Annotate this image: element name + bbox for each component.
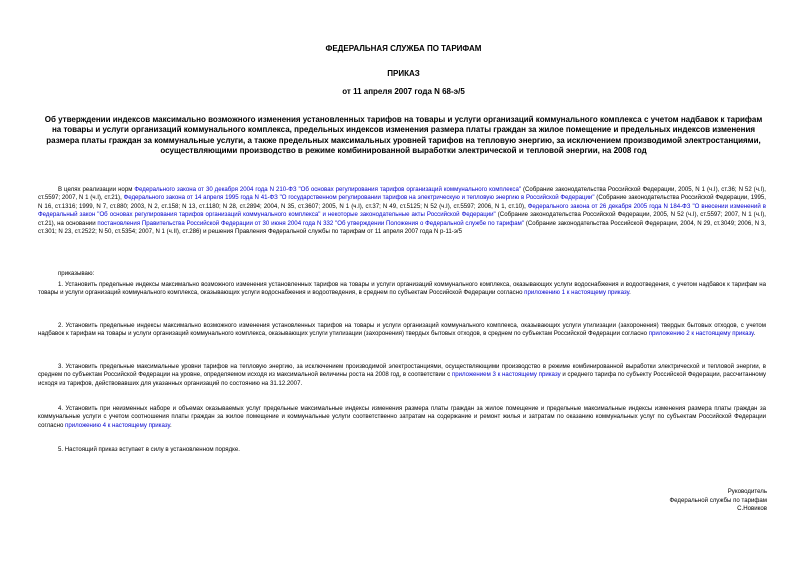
appendix-4-link[interactable]: приложению 4 к настоящему приказу [65,421,170,429]
document-date-number: от 11 апреля 2007 года N 68-э/5 [342,87,465,96]
appendix-2-link[interactable]: приложению 2 к настоящему приказу [648,330,754,338]
item-text: 1. Установить предельные индексы максимально возможного изменения установленных тарифов на товары и услуги организаций коммунального комплекса, оказывающих услуги водоснабжения и водоотведения, с учетом надбавок к тарифам на товары и услуги организаций коммунального комплекса, оказывающих услуги водоснабжения и водоотведения, в среднем по субъектам Российской Федерации согласно [38,281,766,297]
order-item-5 [38,446,766,454]
document-type: ПРИКАЗ [387,69,420,78]
order-item-3 [38,363,766,388]
item-text-end: и среднего тарифа по субъекту Российской Федерации, рассчитанному исходя из тарифов, действовавших для указанных организаций по состоянию на 31.12.2007. [38,371,767,387]
preamble-text-3: (Собрание законодательства Российской Федерации, 1995, N 16, ст.1316; 1999, N 7, ст.880; 2003, N 2, ст.158; N 13, ст.1180; N 28, ст.2894; 2004, N 35, ст.3607; 2005, N 1 (ч.I), ст.37; N 49, ст.5125; N 52 (ч.I), ст.5597; 2006, N 1, ст.10), [38,194,766,210]
item-text-end: . [169,421,172,429]
preamble-paragraph [38,186,766,236]
law-184-fz-link[interactable]: Федерального закона от 26 декабря 2005 года N 184-ФЗ "О внесении изменений в Федеральный закон "Об основах регулирования тарифов организаций коммунального комплекса" и некоторые законодательные акты Российской Федерации" [38,202,766,219]
document-title: Об утверждении индексов максимально возможного изменения установленных тарифов на товары и услуги организаций коммунального комплекса с учетом надбавок к тарифам на товары и услуги организаций коммунального комплекса, предельных индексов изменения размера платы граждан за жилое помещение и предельных индексов изменения размера платы граждан за коммунальные услуги, а также предельных максимальных уровней тарифов на тепловую энергию, за исключением производимой электростанциями, осуществляющими производство в режиме комбинированной выработки электрической и тепловой энергии, на 2008 год [44,115,763,156]
signature-name: С.Новиков [737,505,767,513]
preamble-text-1: В целях реализации норм [58,186,135,193]
signature-organization: Федеральной службы по тарифам [669,496,767,504]
preamble-text-2: (Собрание законодательства Российской Федерации, 2005, N 1 (ч.I), ст.36; N 52 (ч.I), ст.5597; 2007, N 1 (ч.I), ст.21), [38,186,766,202]
order-item-1 [38,281,766,298]
appendix-3-link[interactable]: приложением 3 к настоящему приказу [451,371,561,379]
item-text: 5. Настоящий приказ вступает в силу в установленном порядке. [58,446,240,453]
preamble-text-4: (Собрание законодательства Российской Федерации, 2005, N 52 (ч.I), ст.5597; 2007, N 1 (ч.I), ст.21), на основании [38,211,766,227]
preamble-text-5: (Собрание законодательства Российской Федерации, 2004, N 29, ст.3049; 2006, N 3, ст.301; N 23, ст.2522; N 50, ст.5354; 2007, N 1 (ч.II), ст.286) и решения Правления Федеральной службы по тарифам от 11 апреля 2007 года N р-11-э/5 [38,219,766,236]
item-text: 3. Установить предельные максимальные уровни тарифов на тепловую энергию, за исключением производимой электростанциями, осуществляющими производство в режиме комбинированной выработки электрической и тепловой энергии, в среднем по субъектам Российской Федерации на уровне, определяемом исходя из максимальной величины роста на 2008 год, в соответствии с [38,363,766,379]
appendix-1-link[interactable]: приложению 1 к настоящему приказу [524,289,630,297]
law-210-fz-link[interactable]: Федерального закона от 30 декабря 2004 года N 210-ФЗ "Об основах регулирования тарифов организаций коммунального комплекса" [134,186,521,193]
signature-position: Руководитель [727,488,767,495]
signature-block [670,488,768,514]
orders-label: приказываю: [58,270,95,277]
order-item-4 [38,405,766,430]
item-text-end: . [629,289,631,297]
item-text-end: . [753,330,756,338]
item-text: 4. Установить при неизменных наборе и объемах оказываемых услуг предельные максимальные индексы изменения размера платы граждан за жилое помещение и предельные максимальные индексы изменения размера платы граждан за коммунальные услуги с учетом соотношения платы граждан за жилое помещение и коммунальные услуги соответственно затратам на содержание и ремонт жилья и затратам по оказанию коммунальных услуг по субъектам Российской Федерации согласно [38,405,766,429]
agency-name: ФЕДЕРАЛЬНАЯ СЛУЖБА ПО ТАРИФАМ [325,44,482,53]
order-item-2 [38,322,766,339]
resolution-332-link[interactable]: постановления Правительства Российской Федерации от 30 июня 2004 года N 332 "Об утверждении Положения о Федеральной службе по тарифам" [97,219,525,227]
law-41-fz-link[interactable]: Федерального закона от 14 апреля 1995 года N 41-ФЗ "О государственном регулировании тарифов на электрическую и тепловую энергию в Российской Федерации" [123,194,595,202]
item-text: 2. Установить предельные индексы максимально возможного изменения установленных тарифов на товары и услуги организаций коммунального комплекса, оказывающих услуги утилизации (захоронения) твердых бытовых отходов, с учетом надбавок к тарифам на товары и услуги организаций коммунального комплекса, оказывающих услуги утилизации (захоронения) твердых бытовых отходов, в среднем по субъектам Российской Федерации согласно [38,322,766,338]
